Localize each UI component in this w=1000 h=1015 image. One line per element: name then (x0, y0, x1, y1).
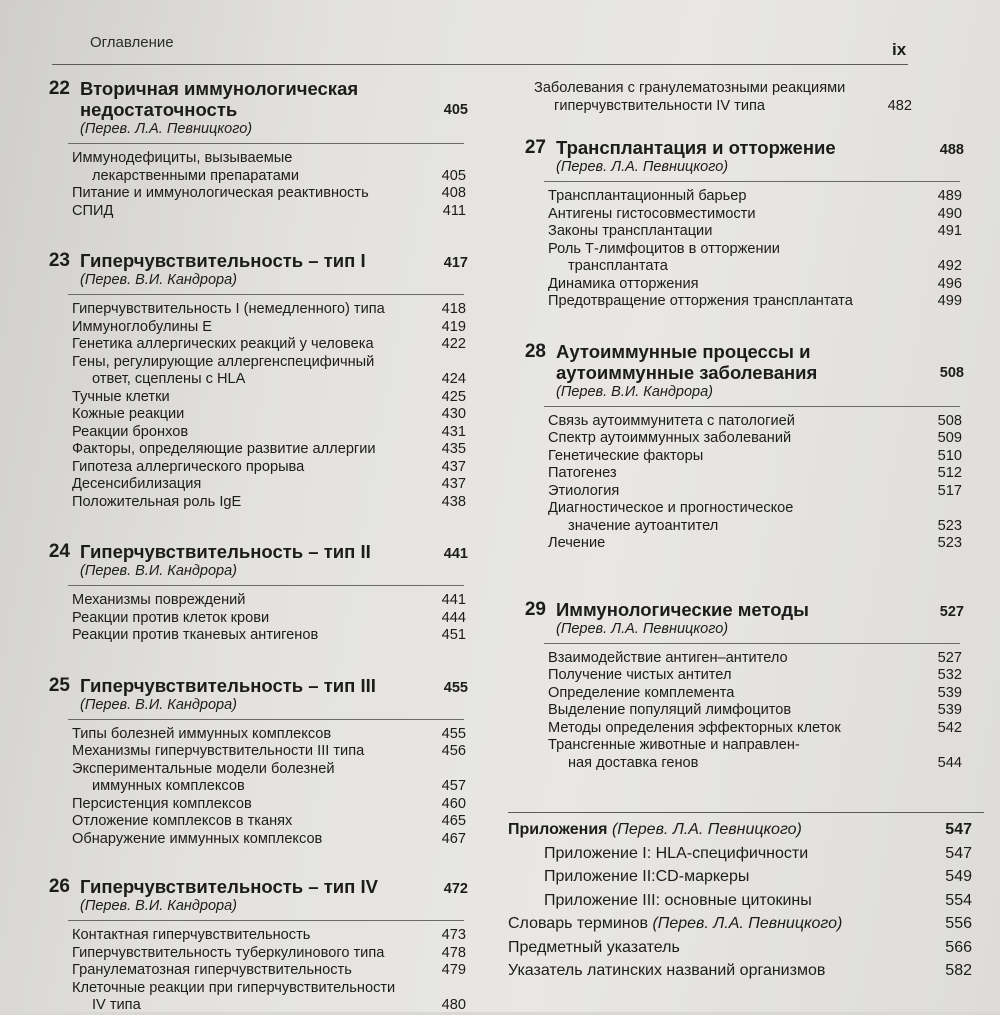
appendix-title: Приложения (508, 821, 608, 838)
chapter-page: 488 (939, 142, 964, 158)
appendix-item-page: 554 (945, 891, 972, 909)
entry-page: 542 (937, 719, 962, 736)
chapter-rule (544, 643, 960, 644)
toc-entry[interactable] (28, 354, 478, 389)
toc-entry[interactable] (504, 465, 974, 483)
entry-text: Генетические факторы (548, 447, 704, 464)
appendix-rule (508, 812, 984, 813)
toc-entry[interactable] (504, 483, 974, 501)
toc-entry[interactable] (28, 743, 478, 761)
appendix-item-label: Приложение III: основные цитокины (544, 891, 812, 909)
toc-entry[interactable] (504, 702, 974, 720)
entry-page: 544 (937, 754, 962, 771)
chapter-heading[interactable] (28, 78, 478, 120)
entry-text: Диагностическое и прогностическое (548, 500, 794, 516)
chapter-heading[interactable] (28, 250, 478, 271)
chapter-rule (68, 294, 464, 295)
entry-text: Питание и иммунологическая реактивность (72, 185, 369, 201)
toc-entry[interactable] (504, 188, 974, 206)
entry-page: 478 (441, 944, 466, 961)
entry-text: Трансгенные животные и направлен- (548, 737, 800, 753)
entry-text-cont: трансплантата (568, 258, 668, 274)
entry-page: 496 (937, 275, 962, 292)
entry-text-cont: ная доставка генов (568, 754, 699, 771)
chapter-page: 441 (443, 546, 468, 562)
toc-entry[interactable] (28, 459, 478, 477)
entry-text: Спектр аутоиммунных заболеваний (548, 430, 792, 446)
entry-page: 479 (441, 962, 466, 978)
entry-page: 418 (441, 301, 466, 317)
chapter-rule (68, 719, 464, 720)
toc-entry[interactable] (28, 336, 478, 354)
chapter-number: 25 (48, 674, 70, 696)
appendix-item-label: Приложение II:CD-маркеры (544, 868, 750, 885)
entry-page: 456 (441, 743, 466, 759)
entry-page: 527 (937, 649, 962, 666)
toc-entry[interactable] (504, 720, 974, 738)
entry-page: 523 (937, 535, 962, 551)
right-column (504, 80, 974, 772)
entry-text: Факторы, определяющие развитие аллергии (72, 441, 376, 457)
toc-entry[interactable] (28, 389, 478, 407)
chapter-heading[interactable] (28, 675, 478, 696)
entry-text: Персистенция комплексов (72, 795, 252, 812)
toc-entry[interactable] (28, 301, 478, 319)
entry-text: Иммунодефициты, вызываемые (72, 150, 293, 166)
entry-text: Клеточные реакции при гиперчувствительности (72, 979, 396, 996)
toc-entry[interactable] (28, 831, 478, 849)
toc-entry[interactable] (28, 185, 478, 203)
entry-page: 408 (441, 185, 466, 201)
entry-text: Реакции против клеток крови (72, 609, 270, 626)
chapter-number: 22 (48, 78, 70, 99)
entry-text: Заболевания с гранулематозными реакциями (534, 80, 846, 96)
toc-entry[interactable] (28, 494, 478, 512)
chapter-22 (28, 78, 478, 220)
glossary-label: Словарь терминов (508, 915, 648, 932)
glossary-entry[interactable] (508, 912, 984, 936)
entry-page: 431 (441, 423, 466, 440)
entry-text: Роль Т-лимфоцитов в отторжении (548, 240, 780, 257)
entry-page: 509 (937, 430, 962, 446)
chapter-23 (28, 250, 478, 511)
subject-index-page: 566 (945, 938, 972, 956)
toc-entry[interactable] (28, 319, 478, 337)
chapter-translator: (Перев. В.И. Кандрора) (80, 563, 237, 579)
chapter-translator: (Перев. В.И. Кандрора) (80, 272, 237, 288)
entry-page: 517 (937, 482, 962, 499)
right-chapters (504, 137, 974, 772)
entry-text: Определение комплемента (548, 684, 735, 701)
chapter-27 (504, 137, 974, 311)
toc-entry[interactable] (504, 223, 974, 241)
chapter-title: Вторичная иммунологическая недостаточность (80, 78, 359, 120)
subject-index-entry[interactable] (508, 936, 984, 960)
entry-text: Отложение комплексов в тканях (72, 813, 293, 829)
toc-entry[interactable] (28, 592, 478, 610)
left-column (28, 78, 478, 1015)
entry-page: 482 (887, 97, 912, 114)
appendix-item-page: 547 (945, 844, 972, 862)
toc-entry[interactable] (504, 241, 974, 276)
entry-page: 411 (442, 202, 466, 219)
chapter-title: Гиперчувствительность – тип II (80, 541, 371, 562)
entry-text: Лечение (548, 535, 606, 551)
toc-entry[interactable] (28, 726, 478, 744)
entry-text: Гиперчувствительность туберкулинового типа (72, 944, 385, 961)
entry-text: Антигены гистосовместимости (548, 205, 756, 222)
toc-entry[interactable] (28, 796, 478, 814)
latin-index-page: 582 (945, 962, 972, 979)
entry-page: 480 (441, 997, 466, 1013)
chapter-number: 23 (48, 250, 70, 271)
toc-entry[interactable] (28, 424, 478, 442)
toc-entry[interactable] (504, 413, 974, 431)
chapter-title: Трансплантация и отторжение (556, 137, 836, 158)
toc-entry[interactable] (504, 737, 974, 772)
chapter-translator: (Перев. В.И. Кандрора) (80, 898, 237, 914)
toc-entry[interactable] (28, 627, 478, 645)
entry-page: 510 (937, 447, 962, 464)
entry-page: 539 (937, 702, 962, 718)
chapter-translator: (Перев. В.И. Кандрора) (556, 383, 713, 400)
entry-page: 473 (441, 927, 466, 943)
chapter-number: 27 (524, 137, 546, 158)
entry-text: Кожные реакции (72, 406, 185, 422)
chapter-28 (504, 341, 974, 553)
appendix-item-2[interactable] (508, 865, 984, 889)
toc-entry[interactable] (28, 476, 478, 494)
chapter-heading[interactable] (504, 341, 974, 383)
toc-entry[interactable] (504, 500, 974, 535)
toc-entry[interactable] (504, 650, 974, 668)
entry-text-cont: IV типа (92, 997, 141, 1013)
glossary-translator: (Перев. Л.А. Певницкого) (652, 915, 843, 932)
chapter-page: 455 (443, 679, 468, 696)
toc-entry[interactable] (504, 448, 974, 466)
entry-text: Типы болезней иммунных комплексов (72, 725, 332, 742)
chapter-number: 26 (48, 876, 70, 897)
entry-page: 467 (441, 830, 466, 847)
header-rule (52, 64, 908, 65)
latin-index-entry[interactable] (508, 959, 984, 983)
entry-page: 455 (441, 725, 466, 742)
entry-text: Положительная роль IgE (72, 493, 242, 510)
latin-index-label: Указатель латинских названий организмов (508, 962, 826, 979)
chapter-page: 527 (939, 603, 964, 620)
entry-page: 424 (441, 371, 466, 387)
chapter-26 (28, 876, 478, 1015)
toc-entry[interactable] (28, 980, 478, 1015)
entry-page: 438 (441, 493, 466, 510)
entry-text: Выделение популяций лимфоцитов (548, 702, 792, 718)
running-title: Оглавление (90, 34, 174, 51)
chapter-page: 472 (443, 881, 468, 897)
chapter-heading[interactable] (28, 541, 478, 562)
chapter-title: Аутоиммунные процессы и аутоиммунные заболевания (556, 340, 818, 383)
toc-entry[interactable] (504, 667, 974, 685)
toc-entry[interactable] (28, 150, 478, 185)
glossary-page: 556 (945, 915, 972, 932)
entry-text: СПИД (72, 202, 114, 219)
toc-entry[interactable] (28, 406, 478, 424)
entry-text: Десенсибилизация (72, 476, 202, 492)
toc-entry[interactable] (504, 430, 974, 448)
toc-entry[interactable] (28, 945, 478, 963)
entry-text: Гранулематозная гиперчувствительность (72, 962, 352, 978)
chapter-translator: (Перев. Л.А. Певницкого) (556, 159, 729, 175)
entry-text: Патогенез (548, 465, 617, 481)
toc-entry[interactable] (28, 962, 478, 980)
entry-text: Динамика отторжения (548, 275, 699, 292)
entry-text-cont: лекарственными препаратами (92, 167, 299, 184)
entry-page: 444 (441, 609, 466, 626)
entry-page: 419 (441, 318, 466, 335)
toc-entry-continuation[interactable] (504, 80, 974, 115)
entry-page: 492 (937, 258, 962, 274)
entry-text: Связь аутоиммунитета с патологией (548, 412, 795, 429)
chapter-heading[interactable] (504, 137, 974, 158)
entry-text: Законы трансплантации (548, 223, 713, 239)
appendix-page: 547 (945, 821, 972, 838)
entry-text: Предотвращение отторжения трансплантата (548, 293, 853, 309)
entry-page: 491 (937, 223, 962, 239)
entry-page: 512 (937, 465, 962, 481)
chapter-heading[interactable] (28, 876, 478, 897)
toc-entry[interactable] (28, 761, 478, 796)
appendix-heading[interactable] (508, 818, 984, 842)
toc-entry[interactable] (28, 441, 478, 459)
toc-entry[interactable] (28, 610, 478, 628)
entry-text: Взаимодействие антиген–антитело (548, 649, 788, 666)
entry-text: Гиперчувствительность I (немедленного) типа (72, 301, 385, 317)
chapter-rule (544, 181, 960, 182)
entry-text-cont: гиперчувствительности IV типа (554, 97, 765, 114)
entry-text: Реакции бронхов (72, 423, 189, 440)
entry-page: 539 (937, 684, 962, 701)
toc-entry[interactable] (504, 293, 974, 311)
toc-entry[interactable] (504, 276, 974, 294)
entry-text: Трансплантационный барьер (548, 188, 747, 204)
entry-page: 441 (441, 592, 466, 608)
entry-text: Экспериментальные модели болезней (72, 760, 335, 777)
entry-page: 508 (937, 412, 962, 429)
entry-page: 437 (441, 458, 466, 475)
chapter-translator: (Перев. Л.А. Певницкого) (556, 620, 729, 637)
entry-text: Получение чистых антител (548, 667, 732, 683)
toc-entry[interactable] (504, 206, 974, 224)
appendix-item-label: Приложение I: HLA-специфичности (544, 844, 809, 862)
chapter-title: Гиперчувствительность – тип IV (80, 876, 378, 897)
chapter-rule (68, 143, 464, 144)
chapter-page: 508 (939, 364, 964, 381)
chapter-25 (28, 675, 478, 849)
entry-text: Генетика аллергических реакций у человека (72, 336, 374, 352)
chapter-rule (544, 406, 960, 407)
entry-text: Методы определения эффекторных клеток (548, 719, 841, 736)
toc-entry[interactable] (28, 927, 478, 945)
appendix-translator: (Перев. Л.А. Певницкого) (611, 821, 802, 838)
chapter-number: 28 (524, 340, 546, 362)
entry-page: 457 (441, 778, 466, 794)
toc-entry[interactable] (504, 685, 974, 703)
entry-text: Реакции против тканевых антигенов (72, 627, 319, 643)
chapter-page: 405 (443, 102, 468, 118)
chapter-title: Гиперчувствительность – тип III (80, 674, 376, 696)
chapter-29 (504, 599, 974, 773)
entry-text: Механизмы повреждений (72, 592, 246, 608)
chapter-rule (68, 920, 464, 921)
entry-page: 405 (441, 167, 466, 184)
entry-page: 451 (441, 627, 466, 643)
entry-text: Тучные клетки (72, 388, 170, 405)
chapter-page: 417 (443, 255, 468, 271)
appendix-item-3[interactable] (508, 889, 984, 913)
entry-page: 437 (441, 476, 466, 492)
entry-text: Иммуноглобулины Е (72, 318, 213, 335)
chapter-title: Иммунологические методы (556, 598, 809, 620)
entry-page: 532 (937, 667, 962, 683)
entry-page: 460 (441, 795, 466, 812)
chapter-title: Гиперчувствительность – тип I (80, 250, 366, 271)
toc-entry[interactable] (28, 203, 478, 221)
entry-page: 425 (441, 388, 466, 405)
chapter-rule (68, 585, 464, 586)
toc-entry[interactable] (28, 813, 478, 831)
chapter-translator: (Перев. В.И. Кандрора) (80, 696, 237, 713)
chapter-number: 29 (524, 598, 546, 620)
entry-page: 465 (441, 813, 466, 829)
entry-page: 523 (937, 517, 962, 534)
entry-text-cont: иммунных комплексов (92, 778, 245, 794)
entry-page: 422 (441, 336, 466, 352)
entry-text: Механизмы гиперчувствительности III типа (72, 743, 365, 759)
entry-page: 490 (937, 205, 962, 222)
entry-text: Контактная гиперчувствительность (72, 927, 311, 943)
entry-text: Гены, регулирующие аллергенспецифичный (72, 353, 375, 370)
entry-page: 499 (937, 293, 962, 309)
entry-text: Гипотеза аллергического прорыва (72, 458, 305, 475)
chapter-heading[interactable] (504, 599, 974, 620)
chapter-translator: (Перев. Л.А. Певницкого) (80, 121, 253, 137)
page-number: ix (892, 40, 907, 59)
entry-page: 435 (441, 441, 466, 457)
appendix-item-page: 549 (945, 868, 972, 885)
entry-text-cont: ответ, сцеплены с HLA (92, 371, 246, 387)
subject-index-label: Предметный указатель (508, 938, 680, 956)
toc-entry[interactable] (504, 535, 974, 553)
entry-page: 489 (937, 188, 962, 204)
chapter-number: 24 (48, 541, 70, 562)
appendix-item-1[interactable] (508, 842, 984, 866)
entry-text: Обнаружение иммунных комплексов (72, 830, 323, 847)
entry-text: Этиология (548, 482, 620, 499)
chapter-24 (28, 541, 478, 645)
entry-text-cont: значение аутоантител (568, 517, 719, 534)
appendix-section (508, 812, 984, 983)
entry-page: 430 (441, 406, 466, 422)
